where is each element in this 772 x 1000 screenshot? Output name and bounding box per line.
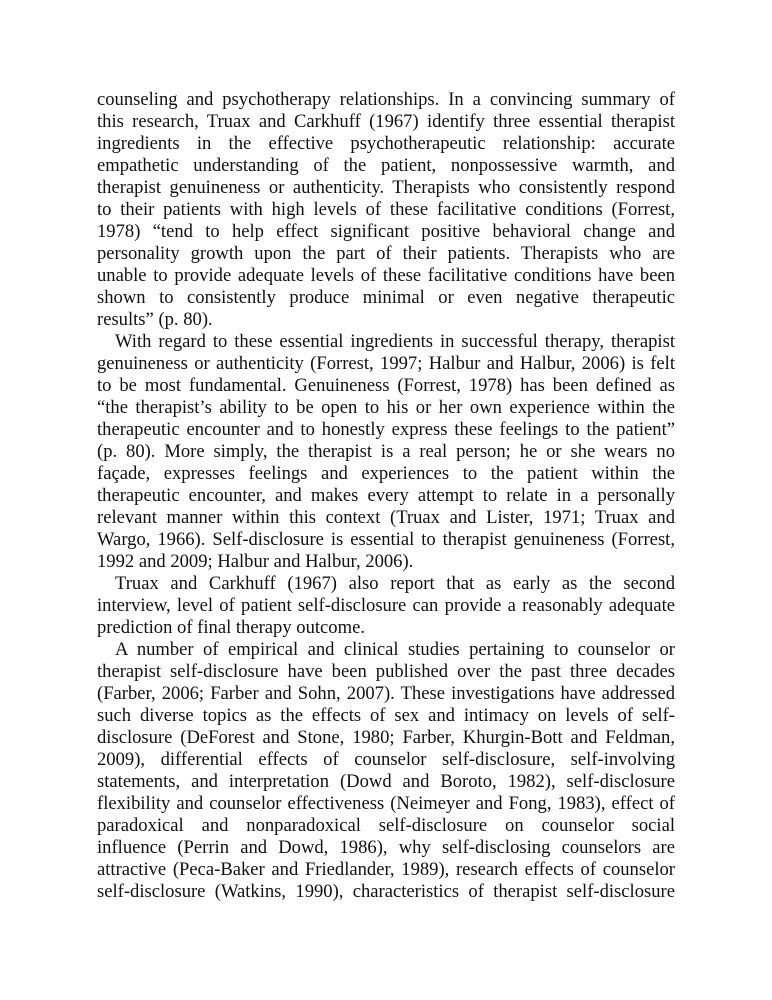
text-line: shown to consistently produce minimal or even negative therapeutic [97, 287, 675, 308]
text-line: counseling and psychotherapy relationships. In a convincing summary of [97, 89, 675, 110]
text-line: flexibility and counselor effectiveness (Neimeyer and Fong, 1983), effect of [97, 793, 675, 814]
text-line: personality growth upon the part of their patients. Therapists who are [97, 243, 675, 264]
text-line: interview, level of patient self-disclosure can provide a reasonably adequate [97, 595, 675, 616]
text-line: attractive (Peca-Baker and Friedlander, 1989), research effects of counselor [97, 859, 675, 880]
text-line: such diverse topics as the effects of sex and intimacy on levels of self- [97, 705, 675, 726]
text-line: therapeutic encounter, and makes every attempt to relate in a personally [97, 485, 675, 506]
text-line: therapist genuineness or authenticity. Therapists who consistently respond [97, 177, 675, 198]
text-line: A number of empirical and clinical studies pertaining to counselor or [115, 639, 675, 660]
text-line: to their patients with high levels of these facilitative conditions (Forrest, [97, 199, 675, 220]
text-line: (Farber, 2006; Farber and Sohn, 2007). These investigations have addressed [97, 683, 675, 704]
text-line: disclosure (DeForest and Stone, 1980; Farber, Khurgin-Bott and Feldman, [97, 727, 675, 748]
text-line: paradoxical and nonparadoxical self-disclosure on counselor social [97, 815, 675, 836]
text-line: 1978) “tend to help effect significant positive behavioral change and [97, 221, 675, 242]
text-line: 1992 and 2009; Halbur and Halbur, 2006). [97, 551, 414, 572]
text-line: therapist self-disclosure have been published over the past three decades [97, 661, 675, 682]
text-line: ingredients in the effective psychotherapeutic relationship: accurate [97, 133, 675, 154]
text-line: unable to provide adequate levels of these facilitative conditions have been [97, 265, 675, 286]
text-line: façade, expresses feelings and experiences to the patient within the [97, 463, 675, 484]
text-line: results” (p. 80). [97, 309, 213, 330]
text-line: Truax and Carkhuff (1967) also report that as early as the second [115, 573, 675, 594]
text-line: this research, Truax and Carkhuff (1967) identify three essential therapist [97, 111, 675, 132]
text-line: statements, and interpretation (Dowd and Boroto, 1982), self-disclosure [97, 771, 675, 792]
body-text [97, 89, 675, 903]
text-line: self-disclosure (Watkins, 1990), characteristics of therapist self-disclosure [97, 881, 675, 902]
text-line: therapeutic encounter and to honestly express these feelings to the patient” [97, 419, 675, 440]
text-line: With regard to these essential ingredients in successful therapy, therapist [115, 331, 675, 352]
text-line: relevant manner within this context (Truax and Lister, 1971; Truax and [97, 507, 675, 528]
text-line: prediction of final therapy outcome. [97, 617, 365, 638]
text-line: genuineness or authenticity (Forrest, 1997; Halbur and Halbur, 2006) is felt [97, 353, 675, 374]
text-line: influence (Perrin and Dowd, 1986), why self-disclosing counselors are [97, 837, 675, 858]
text-line: (p. 80). More simply, the therapist is a real person; he or she wears no [97, 441, 675, 462]
text-line: Wargo, 1966). Self-disclosure is essential to therapist genuineness (Forrest, [97, 529, 675, 550]
text-line: empathetic understanding of the patient, nonpossessive warmth, and [97, 155, 675, 176]
text-line: 2009), differential effects of counselor self-disclosure, self-involving [97, 749, 675, 770]
text-line: to be most fundamental. Genuineness (Forrest, 1978) has been defined as [97, 375, 675, 396]
text-line: “the therapist’s ability to be open to his or her own experience within the [97, 397, 675, 418]
